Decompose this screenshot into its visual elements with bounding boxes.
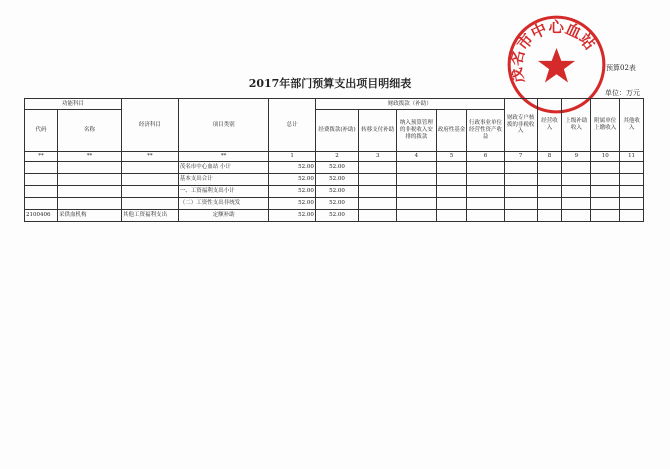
name-cell: 采供血机构 <box>58 210 122 222</box>
header-code: 代码 <box>25 110 58 152</box>
total-cell: 52.00 <box>269 210 315 222</box>
category-cell: 一、工资福利支出小计 <box>178 186 269 198</box>
unit-label: 单位：万元 <box>605 89 640 97</box>
econ-cell <box>121 162 178 174</box>
header-col: 附属单位上缴收入 <box>591 99 620 152</box>
code-cell <box>25 174 58 186</box>
header-col: 转移支付补助 <box>359 110 397 152</box>
page-title: 2017年部门预算支出项目明细表 <box>248 77 412 90</box>
index-cell: 4 <box>397 152 436 162</box>
index-row <box>25 152 644 162</box>
code-cell <box>25 162 58 174</box>
header-fiscal-group: 财政拨款（补助） <box>315 99 504 110</box>
category-cell: 定额补助 <box>178 210 269 222</box>
index-cell: 2 <box>315 152 358 162</box>
table-row <box>25 210 644 222</box>
funding-cell: 52.00 <box>315 198 358 210</box>
header-col: 行政事业单位经营性资产收益 <box>467 110 504 152</box>
index-cell: 6 <box>467 152 504 162</box>
index-cell: ** <box>121 152 178 162</box>
header-col: 经营收入 <box>537 99 562 152</box>
table-row <box>25 186 644 198</box>
funding-cell: 52.00 <box>315 210 358 222</box>
form-number: 预算02表 <box>606 64 636 72</box>
index-cell: 9 <box>562 152 591 162</box>
funding-cell: 52.00 <box>315 174 358 186</box>
table-row <box>25 174 644 186</box>
total-cell: 52.00 <box>269 186 315 198</box>
header-project-category: 项目类别 <box>178 99 269 152</box>
total-cell: 52.00 <box>269 198 315 210</box>
econ-cell <box>121 186 178 198</box>
code-cell <box>25 186 58 198</box>
index-cell: 1 <box>269 152 315 162</box>
header-col: 其他收入 <box>620 99 644 152</box>
index-cell: 5 <box>436 152 467 162</box>
header-col: 上级补助收入 <box>562 99 591 152</box>
index-cell: 11 <box>620 152 644 162</box>
index-cell: ** <box>178 152 269 162</box>
header-col: 财政专户核拨的非税收入 <box>504 99 537 152</box>
header-col: 纳入预算管理的非税收入安排的拨款 <box>397 110 436 152</box>
name-cell <box>58 186 122 198</box>
budget-table <box>24 98 644 222</box>
index-cell: 10 <box>591 152 620 162</box>
index-cell: 3 <box>359 152 397 162</box>
header-total: 总计 <box>269 99 315 152</box>
header-econ-subject: 经济科目 <box>121 99 178 152</box>
header-row-1 <box>25 99 644 110</box>
econ-cell <box>121 174 178 186</box>
table-row <box>25 198 644 210</box>
code-cell <box>25 198 58 210</box>
code-cell: 2100406 <box>25 210 58 222</box>
header-col: 政府性基金 <box>436 110 467 152</box>
header-col: 经费拨款(补助) <box>315 110 358 152</box>
name-cell <box>58 198 122 210</box>
index-cell: 8 <box>537 152 562 162</box>
svg-text:茂名市中心血站: 茂名市中心血站 <box>506 18 600 85</box>
name-cell <box>58 174 122 186</box>
index-cell: ** <box>58 152 122 162</box>
econ-cell <box>121 198 178 210</box>
funding-cell: 52.00 <box>315 162 358 174</box>
funding-cell: 52.00 <box>315 186 358 198</box>
index-cell: ** <box>25 152 58 162</box>
table-row <box>25 162 644 174</box>
category-cell: （二）工资性支出非统发 <box>178 198 269 210</box>
name-cell <box>58 162 122 174</box>
econ-cell: 其他工资福利支出 <box>121 210 178 222</box>
index-cell: 7 <box>504 152 537 162</box>
category-cell: 基本支出合计 <box>178 174 269 186</box>
total-cell: 52.00 <box>269 162 315 174</box>
header-func-subject: 功能科目 <box>25 99 122 110</box>
category-cell: 茂名市中心血站 小计 <box>178 162 269 174</box>
total-cell: 52.00 <box>269 174 315 186</box>
header-name: 名称 <box>58 110 122 152</box>
